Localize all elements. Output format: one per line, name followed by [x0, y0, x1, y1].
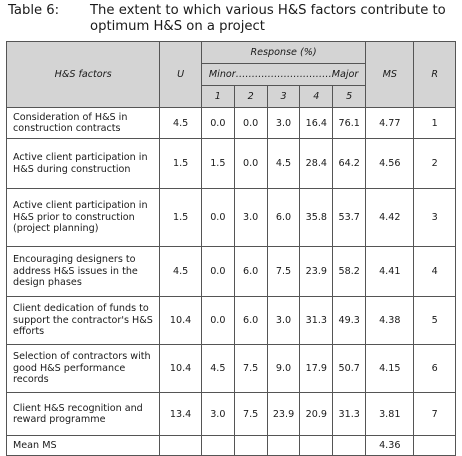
scale-3-cell: 4.5 [267, 139, 300, 189]
mean-row [7, 436, 456, 456]
scale-3-cell: 3.0 [267, 297, 300, 345]
header-ms: MS [366, 42, 414, 108]
header-scale-3: 3 [267, 86, 300, 108]
scale-5-cell: 76.1 [333, 108, 366, 139]
scale-2-cell: 6.0 [234, 247, 267, 297]
scale-5-cell: 31.3 [333, 393, 366, 436]
scale-4-cell: 20.9 [300, 393, 333, 436]
ms-cell: 4.15 [366, 345, 414, 393]
table-row [7, 393, 456, 436]
u-cell: 10.4 [160, 345, 202, 393]
table-row [7, 297, 456, 345]
scale-3-cell: 3.0 [267, 108, 300, 139]
results-table [6, 41, 456, 456]
mean-ms-cell: 4.36 [366, 436, 414, 456]
factor-cell: Active client participation in H&S prior to construction (project planning) [7, 189, 160, 247]
scale-1-cell: 1.5 [201, 139, 234, 189]
header-minor: Minor [208, 69, 236, 80]
caption-text: The extent to which various H&S factors contribute to optimum H&S on a project [90, 3, 446, 34]
header-scale-2: 2 [234, 86, 267, 108]
scale-5-cell: 50.7 [333, 345, 366, 393]
u-cell: 1.5 [160, 189, 202, 247]
table-row [7, 247, 456, 297]
scale-4-cell: 17.9 [300, 345, 333, 393]
scale-4-cell: 28.4 [300, 139, 333, 189]
scale-2-cell: 0.0 [234, 139, 267, 189]
ms-cell: 4.56 [366, 139, 414, 189]
factor-cell: Selection of contractors with good H&S performance records [7, 345, 160, 393]
empty-cell [201, 436, 234, 456]
header-factor: H&S factors [7, 42, 160, 108]
scale-4-cell: 31.3 [300, 297, 333, 345]
rank-cell: 4 [414, 247, 456, 297]
rank-cell: 6 [414, 345, 456, 393]
scale-5-cell: 58.2 [333, 247, 366, 297]
factor-cell: Active client participation in H&S during construction [7, 139, 160, 189]
u-cell: 13.4 [160, 393, 202, 436]
empty-cell [414, 436, 456, 456]
ms-cell: 3.81 [366, 393, 414, 436]
u-cell: 1.5 [160, 139, 202, 189]
scale-1-cell: 0.0 [201, 108, 234, 139]
table-row [7, 108, 456, 139]
factor-cell: Encouraging designers to address H&S issues in the design phases [7, 247, 160, 297]
rank-cell: 5 [414, 297, 456, 345]
empty-cell [300, 436, 333, 456]
header-dots: ………………………… [235, 69, 332, 80]
factor-cell: Consideration of H&S in construction contracts [7, 108, 160, 139]
scale-1-cell: 0.0 [201, 247, 234, 297]
scale-2-cell: 7.5 [234, 393, 267, 436]
scale-5-cell: 53.7 [333, 189, 366, 247]
caption-label: Table 6: [8, 3, 60, 18]
scale-3-cell: 23.9 [267, 393, 300, 436]
mean-label: Mean MS [7, 436, 160, 456]
scale-1-cell: 0.0 [201, 189, 234, 247]
rank-cell: 7 [414, 393, 456, 436]
header-u: U [160, 42, 202, 108]
scale-3-cell: 7.5 [267, 247, 300, 297]
header-scale-5: 5 [333, 86, 366, 108]
scale-5-cell: 64.2 [333, 139, 366, 189]
scale-3-cell: 9.0 [267, 345, 300, 393]
scale-1-cell: 0.0 [201, 297, 234, 345]
factor-cell: Client dedication of funds to support the contractor's H&S efforts [7, 297, 160, 345]
scale-4-cell: 16.4 [300, 108, 333, 139]
ms-cell: 4.38 [366, 297, 414, 345]
rank-cell: 2 [414, 139, 456, 189]
u-cell: 10.4 [160, 297, 202, 345]
empty-cell [333, 436, 366, 456]
scale-2-cell: 7.5 [234, 345, 267, 393]
scale-3-cell: 6.0 [267, 189, 300, 247]
empty-cell [234, 436, 267, 456]
header-scale-4: 4 [300, 86, 333, 108]
ms-cell: 4.41 [366, 247, 414, 297]
factor-cell: Client H&S recognition and reward programme [7, 393, 160, 436]
rank-cell: 1 [414, 108, 456, 139]
header-response: Response (%) [201, 42, 365, 64]
empty-cell [267, 436, 300, 456]
table-row [7, 345, 456, 393]
scale-2-cell: 3.0 [234, 189, 267, 247]
header-r: R [414, 42, 456, 108]
header-scale-1: 1 [201, 86, 234, 108]
scale-2-cell: 6.0 [234, 297, 267, 345]
scale-1-cell: 3.0 [201, 393, 234, 436]
scale-5-cell: 49.3 [333, 297, 366, 345]
ms-cell: 4.42 [366, 189, 414, 247]
ms-cell: 4.77 [366, 108, 414, 139]
empty-cell [160, 436, 202, 456]
scale-1-cell: 4.5 [201, 345, 234, 393]
u-cell: 4.5 [160, 247, 202, 297]
scale-4-cell: 35.8 [300, 189, 333, 247]
u-cell: 4.5 [160, 108, 202, 139]
scale-4-cell: 23.9 [300, 247, 333, 297]
rank-cell: 3 [414, 189, 456, 247]
header-major: Major [331, 69, 359, 80]
header-scale-range [201, 64, 365, 86]
scale-2-cell: 0.0 [234, 108, 267, 139]
table-row [7, 139, 456, 189]
table-row [7, 189, 456, 247]
